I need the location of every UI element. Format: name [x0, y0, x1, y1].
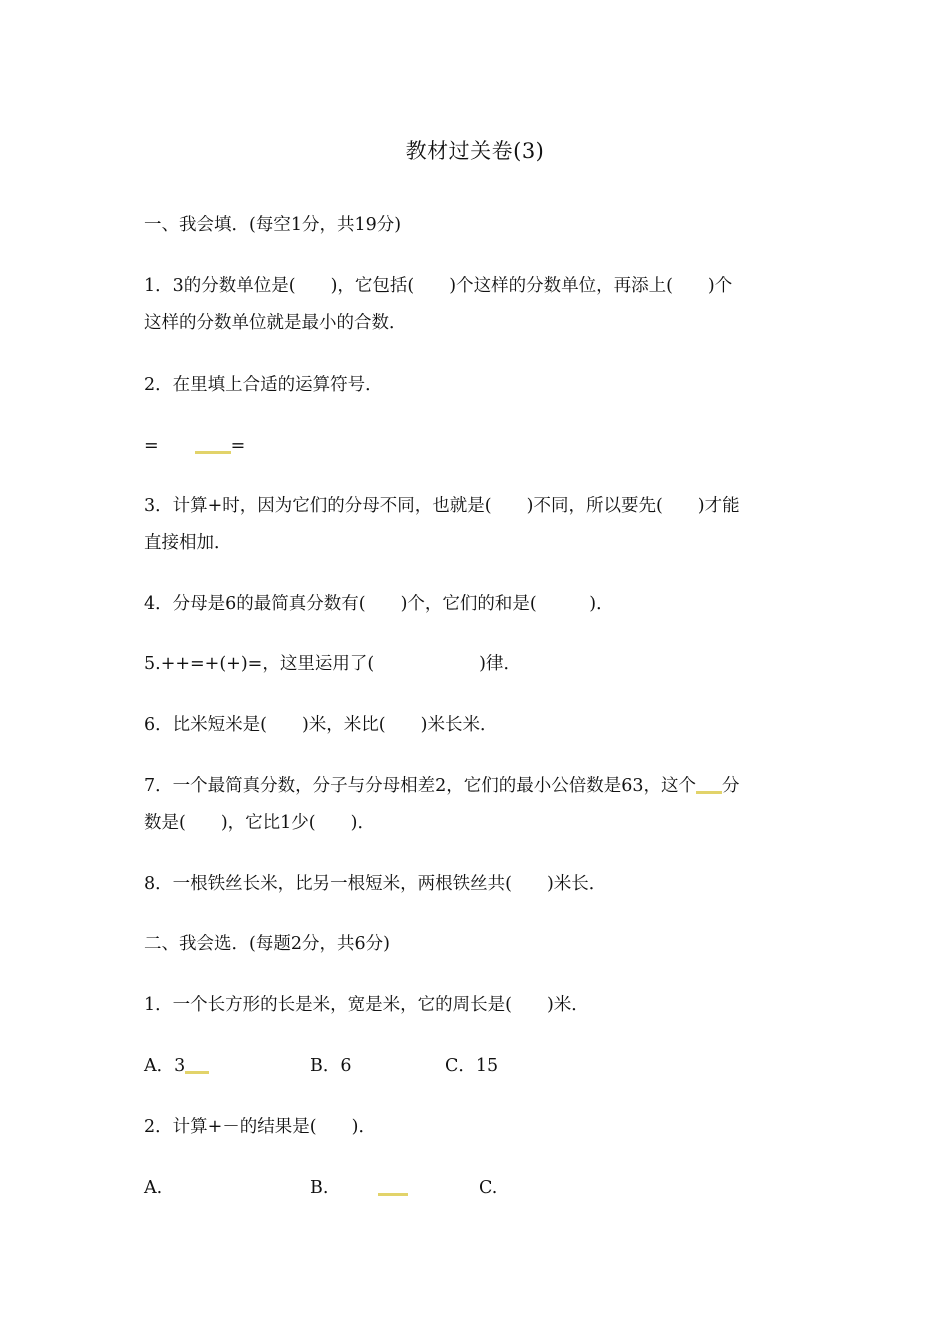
answer-blank-mark — [195, 451, 231, 454]
question-1-5: 5.++=+(+)=，这里运用了( )律． — [144, 654, 521, 674]
question-1-2-equation — [144, 433, 245, 459]
equals-sign-left: = — [144, 436, 159, 456]
section-2-heading: 二、我会选．(每题2分，共6分) — [144, 934, 390, 954]
question-1-2: 2．在里填上合适的运算符号． — [144, 375, 383, 395]
question-2-2-option-b[interactable]: B. — [310, 1178, 329, 1198]
question-1-7-text: 7．一个最简真分数，分子与分母相差2，它们的最小公倍数是63，这个 — [144, 776, 697, 796]
question-2-2: 2．计算+－的结果是( )． — [144, 1117, 376, 1137]
answer-blank-mark — [696, 791, 722, 794]
question-1-7-text-end: 分 — [722, 776, 740, 796]
question-2-2-option-a[interactable]: A. — [144, 1178, 163, 1198]
question-1-1-line-1: 1．3的分数单位是( )，它包括( )个这样的分数单位，再添上( )个 — [144, 276, 733, 296]
section-1-heading: 一、我会填．(每空1分，共19分) — [144, 215, 402, 235]
question-1-8: 8．一根铁丝长米，比另一根短米，两根铁丝共( )米长． — [144, 874, 607, 894]
question-1-7-line-2: 数是( )，它比1少( )． — [144, 813, 375, 833]
option-a-label: A．3 — [144, 1056, 186, 1076]
question-1-3-line-2: 直接相加． — [144, 533, 232, 553]
question-2-1-option-a[interactable] — [144, 1053, 209, 1079]
question-2-1-option-c[interactable]: C．15 — [445, 1056, 499, 1076]
question-1-4: 4．分母是6的最简真分数有( )个，它们的和是( )． — [144, 594, 614, 614]
question-2-1: 1．一个长方形的长是米，宽是米，它的周长是( )米． — [144, 995, 589, 1015]
question-1-1-line-2: 这样的分数单位就是最小的合数． — [144, 313, 407, 333]
answer-blank-mark — [185, 1071, 209, 1074]
question-2-2-option-b-mark — [378, 1175, 408, 1201]
answer-blank-mark — [378, 1193, 408, 1196]
question-2-2-option-c[interactable]: C. — [479, 1178, 498, 1198]
question-1-7-line-1 — [144, 773, 740, 799]
page-title: 教材过关卷(3) — [405, 139, 545, 163]
equals-sign-right: = — [230, 436, 246, 456]
question-2-1-option-b[interactable]: B．6 — [310, 1056, 352, 1076]
question-1-3-line-1: 3．计算+时，因为它们的分母不同，也就是( )不同，所以要先( )才能 — [144, 496, 740, 516]
question-1-6: 6．比米短米是( )米，米比( )米长米． — [144, 715, 498, 735]
